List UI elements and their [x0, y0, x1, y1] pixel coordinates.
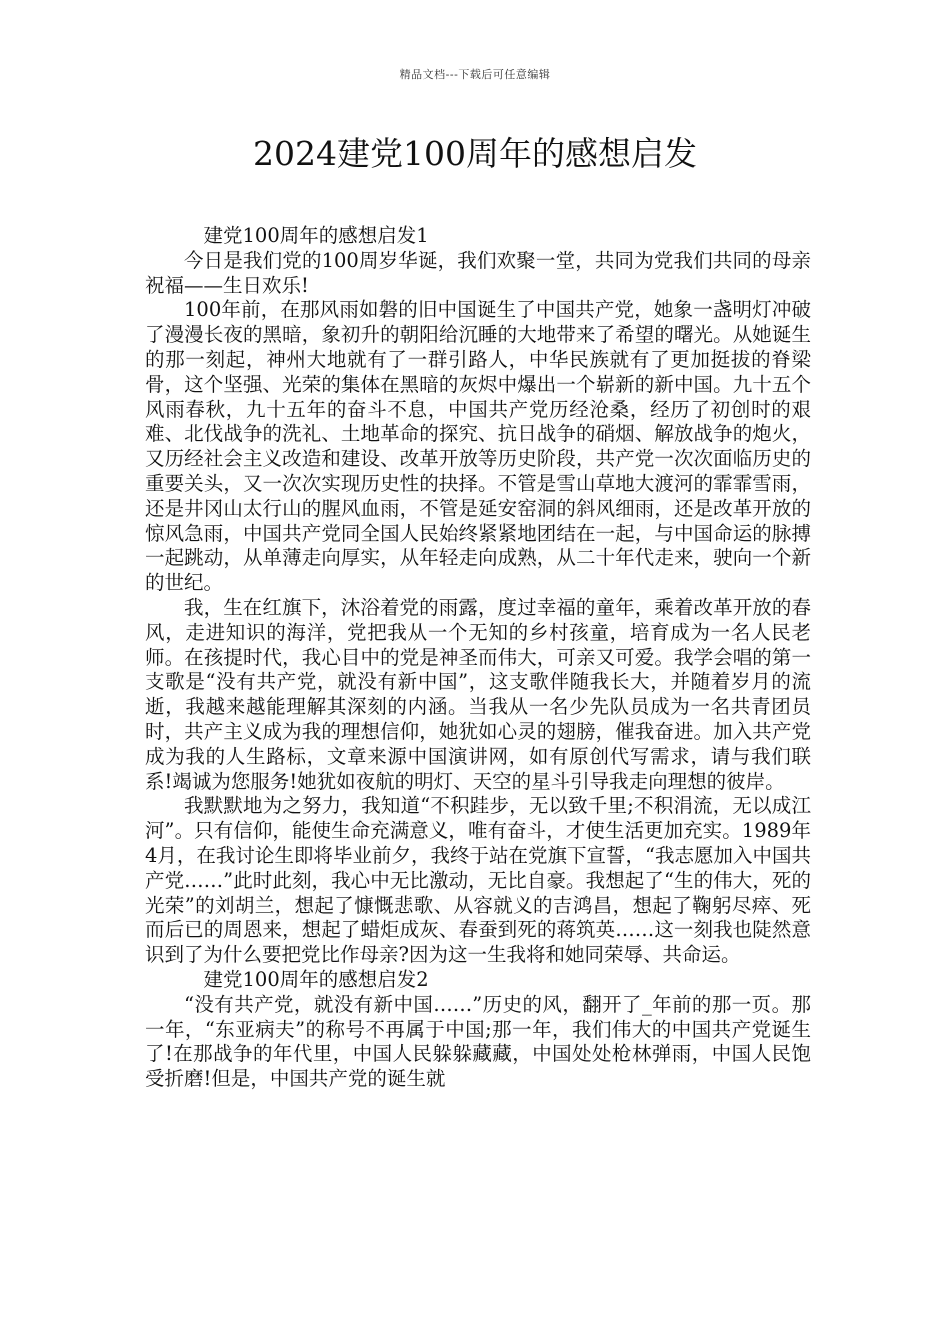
paragraph: 今日是我们党的100周岁华诞，我们欢聚一堂，共同为党我们共同的母亲祝福——生日欢乐! — [145, 248, 811, 297]
paragraph: 我，生在红旗下，沐浴着党的雨露，度过幸福的童年，乘着改革开放的春风，走进知识的海洋，党把我从一个无知的乡村孩童，培育成为一名人民老师。在孩提时代，我心目中的党是神圣而伟大，可亲又可爱。我学会唱的第一支歌是“没有共产党，就没有新中国”，这支歌伴随我长大，并随着岁月的流逝，我越来越能理解其深刻的内涵。当我从一名少先队员成为一名共青团员时，共产主义成为我的理想信仰，她犹如心灵的翅膀，催我奋进。加入共产党成为我的人生路标，文章来源中国演讲网，如有原创代写需求，请与我们联系!竭诚为您服务!她犹如夜航的明灯、天空的星斗引导我走向理想的彼岸。 — [145, 595, 811, 793]
document-title: 2024建党100周年的感想启发 — [253, 134, 697, 173]
paragraph: “没有共产党，就没有新中国……”历史的风，翻开了_年前的那一页。那一年，“东亚病夫”的称号不再属于中国;那一年，我们伟大的中国共产党诞生了!在那战争的年代里，中国人民躲躲藏藏，中国处处枪林弹雨，中国人民饱受折磨!但是，中国共产党的诞生就 — [145, 992, 811, 1091]
section-heading-1: 建党100周年的感想启发1 — [203, 224, 429, 247]
paragraph: 我默默地为之努力，我知道“不积跬步，无以致千里;不积涓流，无以成江河”。只有信仰，能使生命充满意义，唯有奋斗，才使生活更加充实。1989年4月，在我讨论生即将毕业前夕，我终于站在党旗下宣誓，“我志愿加入中国共产党……”此时此刻，我心中无比激动，无比自豪。我想起了“生的伟大，死的光荣”的刘胡兰，想起了慷慨悲歌、从容就义的吉鸿昌，想起了鞠躬尽瘁、死而后已的周恩来，想起了蜡炬成灰、春蚕到死的蒋筑英……这一刻我也陡然意识到了为什么要把党比作母亲?因为这一生我将和她同荣辱、共命运。 — [145, 794, 811, 967]
section-heading-2: 建党100周年的感想启发2 — [203, 967, 429, 991]
document-body — [145, 224, 811, 1092]
page-header: 精品文档---下载后可任意编辑 — [399, 68, 551, 81]
paragraph: 100年前，在那风雨如磐的旧中国诞生了中国共产党，她象一盏明灯冲破了漫漫长夜的黑暗，象初升的朝阳给沉睡的大地带来了希望的曙光。从她诞生的那一刻起，神州大地就有了一群引路人，中华民族就有了更加挺拔的脊梁骨，这个坚强、光荣的集体在黑暗的灰烬中爆出一个崭新的新中国。九十五个风雨春秋，九十五年的奋斗不息，中国共产党历经沧桑，经历了初创时的艰难、北伐战争的洗礼、土地革命的探究、抗日战争的硝烟、解放战争的炮火，又历经社会主义改造和建设、改革开放等历史阶段，共产党一次次面临历史的重要关头，又一次次实现历史性的抉择。不管是雪山草地大渡河的霏霏雪雨，还是井冈山太行山的腥风血雨，不管是延安窑洞的斜风细雨，还是改革开放的惊风急雨，中国共产党同全国人民始终紧紧地团结在一起，与中国命运的脉搏一起跳动，从单薄走向厚实，从年轻走向成熟，从二十年代走来，驶向一个新的世纪。 — [145, 298, 811, 595]
